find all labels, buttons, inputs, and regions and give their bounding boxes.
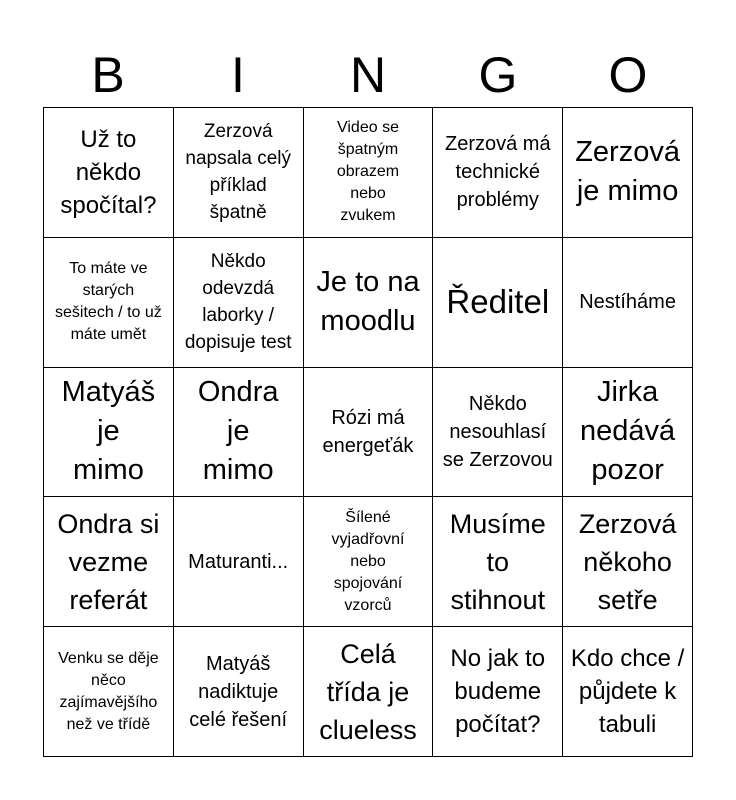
bingo-cell[interactable] (174, 238, 304, 368)
bingo-cell[interactable] (433, 368, 563, 498)
bingo-cell[interactable] (563, 108, 693, 238)
bingo-cell[interactable] (433, 497, 563, 627)
bingo-cell-text: Zerzová napsala celý příklad špatně (185, 121, 291, 224)
bingo-cell[interactable] (304, 238, 434, 368)
bingo-cell-text: Video se špatným obrazem nebo zvukem (336, 119, 400, 225)
bingo-cell[interactable] (563, 238, 693, 368)
bingo-cell[interactable] (563, 627, 693, 757)
bingo-cell[interactable] (174, 497, 304, 627)
bingo-cell-text: Venku se děje něco zajímavějšího než ve třídě (58, 649, 159, 733)
bingo-cell-text: To máte ve starých sešitech / to už máte umět (55, 260, 162, 344)
bingo-cell-text: Už to někdo spočítal? (60, 125, 157, 219)
bingo-cell-text: Ondra si vezme referát (57, 508, 160, 615)
bingo-cell-text: Ředitel (446, 283, 550, 321)
bingo-cell-text: Nestíháme (579, 291, 676, 314)
bingo-cell[interactable] (433, 627, 563, 757)
bingo-cell-text: Musíme to stihnout (449, 508, 546, 615)
bingo-cell[interactable] (174, 108, 304, 238)
header-letter-n: N (349, 47, 387, 103)
bingo-cell[interactable] (44, 627, 174, 757)
header-letter-g: G (478, 47, 518, 103)
bingo-grid (43, 107, 693, 757)
bingo-cell[interactable] (304, 108, 434, 238)
bingo-cell-text: Šílené vyjadřovní nebo spojování vzorců (331, 508, 405, 614)
bingo-cell-text: Zerzová má technické problémy (444, 133, 551, 212)
bingo-cell-text: Někdo nesouhlasí se Zerzovou (442, 392, 553, 471)
bingo-cell-text: Zerzová někoho setře (578, 508, 677, 615)
bingo-cell-text: Ondra je mimo (197, 376, 279, 487)
bingo-cell-text: Maturanti... (188, 550, 289, 573)
bingo-cell-text: No jak to budeme počítat? (450, 645, 546, 739)
bingo-cell-text: Někdo odevzdá laborky / dopisuje test (184, 251, 292, 354)
bingo-cell[interactable] (174, 368, 304, 498)
header-letter-i: I (231, 47, 245, 103)
bingo-cell[interactable] (304, 627, 434, 757)
bingo-cell[interactable] (44, 238, 174, 368)
bingo-cell-text: Jirka nedává pozor (580, 376, 676, 487)
bingo-cell[interactable] (44, 497, 174, 627)
bingo-cell[interactable] (44, 108, 174, 238)
bingo-cell-text: Rózi má energeťák (322, 406, 414, 457)
bingo-cell-text: Zerzová je mimo (575, 136, 680, 208)
bingo-header (43, 42, 693, 108)
bingo-cell[interactable] (433, 238, 563, 368)
bingo-cell[interactable] (174, 627, 304, 757)
bingo-cell-text: Matyáš nadiktuje celé řešení (189, 652, 288, 731)
bingo-cell-text: Kdo chce / půjdete k tabuli (570, 645, 685, 739)
header-letter-o: O (608, 47, 648, 103)
bingo-cell[interactable] (304, 497, 434, 627)
bingo-cell[interactable] (44, 368, 174, 498)
bingo-cell-text: Matyáš je mimo (61, 376, 156, 487)
bingo-cell-text: Je to na moodlu (316, 266, 420, 338)
bingo-cell[interactable] (304, 368, 434, 498)
header-letter-b: B (91, 47, 125, 103)
bingo-cell[interactable] (563, 368, 693, 498)
bingo-cell[interactable] (563, 497, 693, 627)
bingo-cell-text: Celá třída je clueless (319, 638, 417, 745)
bingo-cell[interactable] (433, 108, 563, 238)
